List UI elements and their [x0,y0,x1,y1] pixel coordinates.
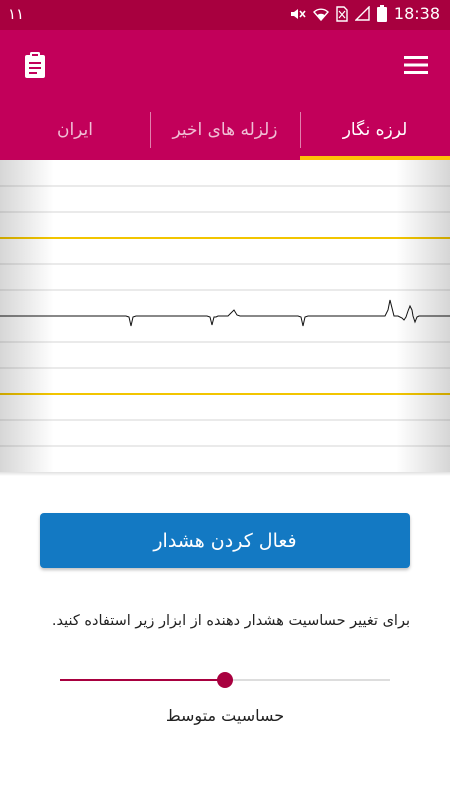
battery-icon [377,5,387,22]
slider-thumb[interactable] [217,672,233,688]
sensitivity-label: حساسیت متوسط [165,706,285,725]
status-bar [0,0,450,30]
sensitivity-slider[interactable] [60,670,390,690]
seismograph-shadow [0,472,450,476]
no-sim-icon [336,6,348,22]
signal-icon [355,6,370,21]
enable-alarm-button[interactable]: فعال کردن هشدار [40,513,410,568]
sensitivity-description: برای تغییر حساسیت هشدار دهنده از ابزار زیر استفاده کنید. [51,613,410,629]
mute-icon [288,5,306,23]
slider-fill [60,679,225,681]
tab-recent-earthquakes[interactable]: زلزله های اخیر [172,120,278,140]
seismograph-panel [0,160,450,472]
notification-count: ۱۱ [8,5,25,23]
clock: 18:38 [393,4,440,23]
tab-seismograph[interactable]: لرزه نگار [342,120,408,140]
hamburger-menu-icon[interactable] [402,52,430,78]
seismograph-chart [0,160,450,472]
clipboard-icon[interactable] [20,50,50,80]
tab-iran[interactable]: ایران [56,120,94,140]
seismic-wave-trace [0,300,450,326]
tab-bar [0,100,450,160]
wifi-icon [313,6,329,22]
app-bar [0,30,450,100]
